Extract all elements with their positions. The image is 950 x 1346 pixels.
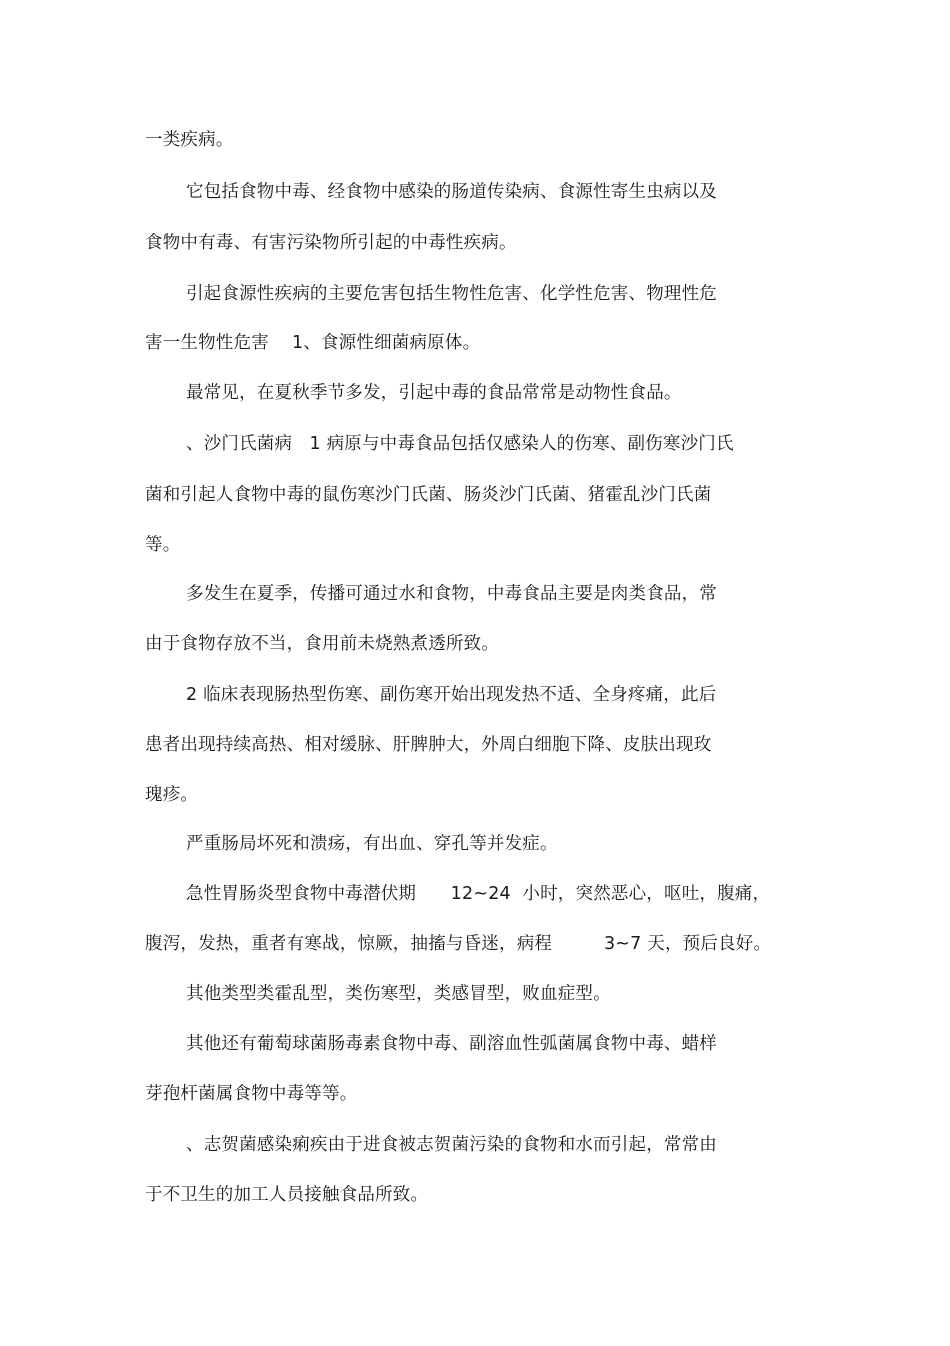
text-line: 一类疾病。 (145, 130, 234, 150)
text-line: 、沙门氏菌病 1 病原与中毒食品包括仅感染人的伤寒、副伤寒沙门氏 (186, 434, 734, 454)
text-line: 于不卫生的加工人员接触食品所致。 (145, 1185, 429, 1205)
text-line: 急性胃肠炎型食物中毒潜伏期 12~24 小时，突然恶心，呕吐，腹痛， (186, 884, 771, 904)
text-line: 害一生物性危害 1、食源性细菌病原体。 (145, 333, 481, 353)
text-line: 由于食物存放不当，食用前未烧熟煮透所致。 (145, 634, 499, 654)
text-line: 食物中有毒、有害污染物所引起的中毒性疾病。 (145, 233, 517, 253)
text-line: 最常见，在夏秋季节多发，引起中毒的食品常常是动物性食品。 (186, 383, 682, 403)
text-line: 等。 (145, 535, 181, 555)
text-line: 其他类型类霍乱型，类伤寒型，类感冒型，败血症型。 (186, 984, 611, 1004)
text-line: 菌和引起人食物中毒的鼠伤寒沙门氏菌、肠炎沙门氏菌、猪霍乱沙门氏菌 (145, 485, 712, 505)
text-line: 腹泻，发热，重者有寒战，惊厥，抽搐与昏迷，病程 3~7 天，预后良好。 (145, 934, 772, 954)
text-line: 它包括食物中毒、经食物中感染的肠道传染病、食源性寄生虫病以及 (186, 182, 717, 202)
text-line: 芽孢杆菌属食物中毒等等。 (145, 1084, 358, 1104)
text-line: 多发生在夏季，传播可通过水和食物，中毒食品主要是肉类食品，常 (186, 584, 717, 604)
text-line: 引起食源性疾病的主要危害包括生物性危害、化学性危害、物理性危 (186, 284, 717, 304)
text-line: 2 临床表现肠热型伤寒、副伤寒开始出现发热不适、全身疼痛，此后 (186, 685, 717, 705)
text-line: 其他还有葡萄球菌肠毒素食物中毒、副溶血性弧菌属食物中毒、蜡样 (186, 1034, 717, 1054)
text-line: 严重肠局坏死和溃疡，有出血、穿孔等并发症。 (186, 834, 558, 854)
text-line: 患者出现持续高热、相对缓脉、肝脾肿大，外周白细胞下降、皮肤出现玫 (145, 735, 712, 755)
text-line: 、志贺菌感染痢疾由于进食被志贺菌污染的食物和水而引起，常常由 (186, 1135, 717, 1155)
text-line: 瑰疹。 (145, 785, 199, 805)
